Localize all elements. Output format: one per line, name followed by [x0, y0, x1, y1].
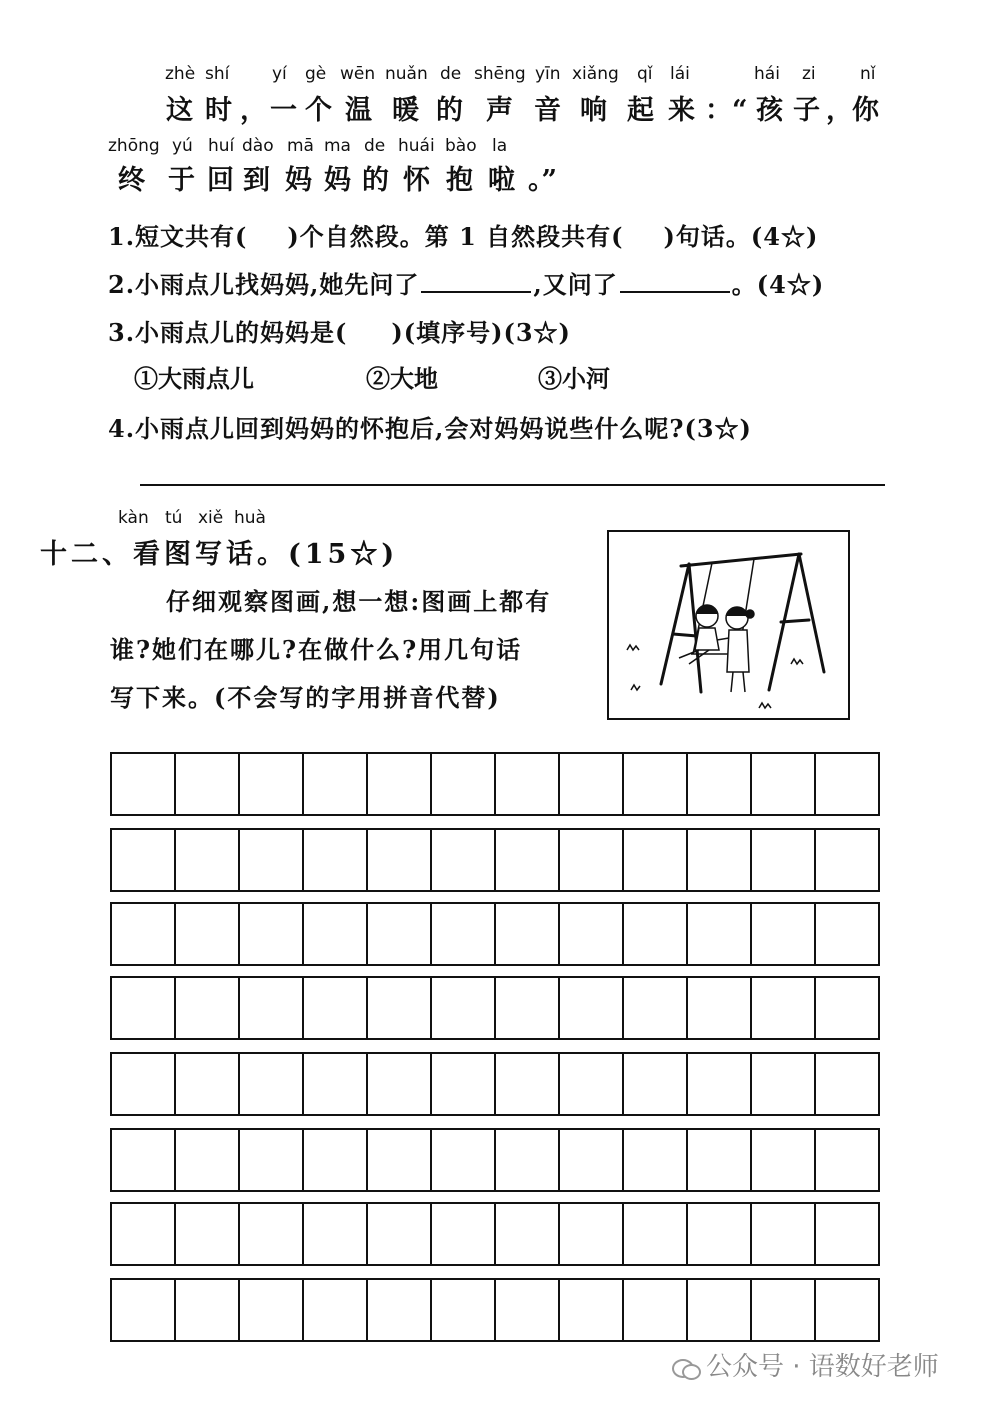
- pinyin: gè: [305, 64, 327, 84]
- pinyin: zi: [802, 64, 816, 84]
- char: 妈: [285, 165, 312, 196]
- grid-cell[interactable]: [560, 754, 624, 814]
- grid-row[interactable]: [110, 976, 880, 1040]
- grid-cell[interactable]: [688, 1204, 752, 1264]
- char: 子: [793, 95, 820, 126]
- grid-cell[interactable]: [752, 754, 816, 814]
- grid-cell[interactable]: [304, 1280, 368, 1340]
- grid-cell[interactable]: [112, 1054, 176, 1114]
- grid-cell[interactable]: [176, 1054, 240, 1114]
- grid-cell[interactable]: [112, 1204, 176, 1264]
- grid-cell[interactable]: [112, 904, 176, 964]
- pinyin: zhè: [165, 64, 196, 84]
- grid-cell[interactable]: [688, 1280, 752, 1340]
- section12-instruction-line1: 仔细观察图画,想一想:图画上都有: [166, 587, 552, 616]
- grid-cell[interactable]: [432, 1054, 496, 1114]
- char: 响: [580, 95, 607, 126]
- section12-instruction-line3: 写下来。(不会写的字用拼音代替): [110, 683, 501, 712]
- grid-cell[interactable]: [496, 754, 560, 814]
- grid-cell[interactable]: [560, 1280, 624, 1340]
- question-4-answer-line[interactable]: [140, 484, 885, 486]
- char: 抱: [446, 165, 473, 196]
- grid-cell[interactable]: [304, 978, 368, 1038]
- grid-cell[interactable]: [112, 1130, 176, 1190]
- pinyin: nǐ: [860, 64, 876, 84]
- grid-cell[interactable]: [496, 978, 560, 1038]
- question-2-blank-a[interactable]: [421, 271, 531, 293]
- section12-pinyin: [0, 508, 400, 532]
- grid-cell[interactable]: [688, 978, 752, 1038]
- grid-cell[interactable]: [176, 904, 240, 964]
- grid-cell[interactable]: [176, 830, 240, 890]
- grid-cell[interactable]: [112, 978, 176, 1038]
- grid-cell[interactable]: [816, 1130, 878, 1190]
- q3-option-3[interactable]: ③小河: [538, 364, 610, 393]
- char: 到: [243, 165, 270, 196]
- question-2-part-a: 2.小雨点儿找妈妈,她先问了: [108, 270, 420, 299]
- pinyin: de: [364, 136, 386, 156]
- grid-cell[interactable]: [368, 1130, 432, 1190]
- question-1-part-a: 1.短文共有(: [108, 222, 248, 251]
- question-1: [108, 217, 818, 252]
- grid-cell[interactable]: [752, 1130, 816, 1190]
- wechat-icon: [672, 1357, 700, 1379]
- grid-cell[interactable]: [432, 1204, 496, 1264]
- grid-cell[interactable]: [496, 1130, 560, 1190]
- grid-cell[interactable]: [240, 1204, 304, 1264]
- grid-cell[interactable]: [688, 1130, 752, 1190]
- grid-cell[interactable]: [496, 1204, 560, 1264]
- pinyin: zhōng: [108, 136, 160, 156]
- passage-line2-pinyin: [0, 136, 992, 160]
- grid-row[interactable]: [110, 1202, 880, 1266]
- char: 这: [166, 95, 193, 126]
- grid-cell[interactable]: [176, 1280, 240, 1340]
- grid-cell[interactable]: [688, 904, 752, 964]
- char: 的: [436, 95, 463, 126]
- grid-cell[interactable]: [240, 1130, 304, 1190]
- passage-line1-pinyin: [0, 64, 992, 88]
- grid-cell[interactable]: [304, 830, 368, 890]
- question-3: [108, 313, 571, 348]
- grid-cell[interactable]: [432, 830, 496, 890]
- grid-cell[interactable]: [432, 978, 496, 1038]
- pinyin: dào: [242, 136, 274, 156]
- grid-cell[interactable]: [176, 978, 240, 1038]
- grid-cell[interactable]: [304, 904, 368, 964]
- section12-title: 十二、看图写话。(15☆): [40, 539, 399, 570]
- swing-picture: [607, 530, 850, 720]
- question-2: [108, 265, 824, 300]
- char: 妈: [324, 165, 351, 196]
- question-3-text: 3.小雨点儿的妈妈是(: [108, 318, 348, 347]
- pinyin: tú: [165, 508, 183, 528]
- char: 怀: [403, 165, 430, 196]
- question-4-text: 4.小雨点儿回到妈妈的怀抱后,会对妈妈说些什么呢?(3☆): [108, 414, 752, 443]
- question-2-part-c: 。(4☆): [731, 270, 825, 299]
- pinyin: hái: [754, 64, 780, 84]
- grid-cell[interactable]: [432, 754, 496, 814]
- char: 一: [270, 95, 297, 126]
- grid-row[interactable]: [110, 1278, 880, 1342]
- watermark-text: 公众号 · 语数好老师: [706, 1352, 939, 1382]
- pinyin: huà: [234, 508, 266, 528]
- grid-cell[interactable]: [560, 1204, 624, 1264]
- grid-cell[interactable]: [624, 754, 688, 814]
- pinyin: huí: [208, 136, 235, 156]
- grid-cell[interactable]: [752, 904, 816, 964]
- grid-cell[interactable]: [432, 904, 496, 964]
- pinyin: xiě: [198, 508, 224, 528]
- char: 于: [168, 165, 195, 196]
- grid-cell[interactable]: [816, 830, 878, 890]
- pinyin: lái: [670, 64, 690, 84]
- char: 回: [207, 165, 234, 196]
- grid-cell[interactable]: [368, 830, 432, 890]
- swing-illustration: [609, 532, 848, 718]
- char: ，: [240, 95, 267, 126]
- grid-cell[interactable]: [368, 978, 432, 1038]
- pinyin: shēng: [474, 64, 526, 84]
- grid-cell[interactable]: [176, 754, 240, 814]
- watermark: [672, 1346, 939, 1383]
- grid-cell[interactable]: [816, 1054, 878, 1114]
- grid-cell[interactable]: [624, 1054, 688, 1114]
- char: ：“: [705, 95, 748, 126]
- pinyin: wēn: [340, 64, 376, 84]
- grid-row[interactable]: [110, 1128, 880, 1192]
- grid-cell[interactable]: [560, 1054, 624, 1114]
- char: 暖: [392, 95, 419, 126]
- grid-cell[interactable]: [176, 1130, 240, 1190]
- pinyin: yí: [272, 64, 287, 84]
- grid-cell[interactable]: [432, 1280, 496, 1340]
- grid-row[interactable]: [110, 1052, 880, 1116]
- char: 来: [668, 95, 695, 126]
- pinyin: kàn: [118, 508, 149, 528]
- char: 温: [345, 95, 372, 126]
- grid-cell[interactable]: [496, 904, 560, 964]
- char: 啦: [488, 165, 515, 196]
- char: 的: [362, 165, 389, 196]
- grid-cell[interactable]: [240, 830, 304, 890]
- grid-cell[interactable]: [560, 978, 624, 1038]
- grid-cell[interactable]: [560, 1130, 624, 1190]
- pinyin: huái: [398, 136, 435, 156]
- grid-cell[interactable]: [368, 754, 432, 814]
- grid-cell[interactable]: [176, 1204, 240, 1264]
- question-3-tail: )(填序号)(3☆): [391, 318, 571, 347]
- grid-cell[interactable]: [816, 904, 878, 964]
- char: 孩: [756, 95, 783, 126]
- pinyin: bào: [445, 136, 477, 156]
- grid-cell[interactable]: [304, 1130, 368, 1190]
- grid-cell[interactable]: [304, 1054, 368, 1114]
- char: 。”: [528, 165, 558, 196]
- grid-cell[interactable]: [368, 1280, 432, 1340]
- pinyin: qǐ: [637, 64, 653, 84]
- grid-cell[interactable]: [688, 1054, 752, 1114]
- question-4: [108, 409, 752, 444]
- char: ，: [826, 95, 853, 126]
- pinyin: shí: [205, 64, 230, 84]
- grid-cell[interactable]: [752, 1054, 816, 1114]
- passage-line1: [0, 88, 992, 124]
- pinyin: xiǎng: [572, 64, 619, 84]
- grid-row[interactable]: [110, 752, 880, 816]
- grid-cell[interactable]: [752, 978, 816, 1038]
- pinyin: yīn: [535, 64, 561, 84]
- grid-cell[interactable]: [816, 978, 878, 1038]
- question-2-part-b: ,又问了: [533, 270, 618, 299]
- grid-cell[interactable]: [816, 1280, 878, 1340]
- grid-cell[interactable]: [752, 1204, 816, 1264]
- question-1-part-b: )个自然段。第 1 自然段共有(: [287, 222, 624, 251]
- pinyin: ma: [324, 136, 351, 156]
- char: 终: [118, 165, 145, 196]
- grid-cell[interactable]: [240, 904, 304, 964]
- grid-cell[interactable]: [368, 1204, 432, 1264]
- grid-cell[interactable]: [368, 1054, 432, 1114]
- grid-cell[interactable]: [240, 1280, 304, 1340]
- question-1-part-c: )句话。(4☆): [663, 222, 819, 251]
- grid-cell[interactable]: [496, 830, 560, 890]
- grid-cell[interactable]: [496, 1054, 560, 1114]
- grid-cell[interactable]: [688, 830, 752, 890]
- pinyin: yú: [172, 136, 193, 156]
- grid-cell[interactable]: [304, 754, 368, 814]
- q3-option-2[interactable]: ②大地: [366, 364, 438, 393]
- grid-cell[interactable]: [752, 1280, 816, 1340]
- grid-cell[interactable]: [240, 754, 304, 814]
- grid-cell[interactable]: [368, 904, 432, 964]
- grid-cell[interactable]: [240, 978, 304, 1038]
- grid-cell[interactable]: [624, 904, 688, 964]
- section12-instruction-line2: 谁?她们在哪儿?在做什么?用几句话: [110, 635, 523, 664]
- char: 你: [852, 95, 879, 126]
- grid-cell[interactable]: [304, 1204, 368, 1264]
- q3-option-1[interactable]: ①大雨点儿: [134, 364, 254, 393]
- grid-cell[interactable]: [624, 1130, 688, 1190]
- pinyin: nuǎn: [385, 64, 428, 84]
- passage-line2: [0, 158, 992, 194]
- grid-cell[interactable]: [112, 830, 176, 890]
- grid-cell[interactable]: [816, 1204, 878, 1264]
- grid-cell[interactable]: [816, 754, 878, 814]
- char: 声: [486, 95, 513, 126]
- grid-row[interactable]: [110, 828, 880, 892]
- grid-cell[interactable]: [624, 978, 688, 1038]
- grid-cell[interactable]: [624, 1204, 688, 1264]
- pinyin: de: [440, 64, 462, 84]
- grid-cell[interactable]: [112, 1280, 176, 1340]
- grid-cell[interactable]: [624, 1280, 688, 1340]
- grid-cell[interactable]: [432, 1130, 496, 1190]
- char: 时: [205, 95, 232, 126]
- char: 起: [627, 95, 654, 126]
- grid-cell[interactable]: [752, 830, 816, 890]
- grid-cell[interactable]: [624, 830, 688, 890]
- char: 音: [534, 95, 561, 126]
- grid-cell[interactable]: [112, 754, 176, 814]
- grid-cell[interactable]: [560, 830, 624, 890]
- pinyin: mā: [287, 136, 314, 156]
- grid-cell[interactable]: [496, 1280, 560, 1340]
- grid-cell[interactable]: [688, 754, 752, 814]
- grid-cell[interactable]: [240, 1054, 304, 1114]
- grid-cell[interactable]: [560, 904, 624, 964]
- pinyin: la: [492, 136, 508, 156]
- grid-row[interactable]: [110, 902, 880, 966]
- question-2-blank-b[interactable]: [620, 271, 730, 293]
- char: 个: [305, 95, 332, 126]
